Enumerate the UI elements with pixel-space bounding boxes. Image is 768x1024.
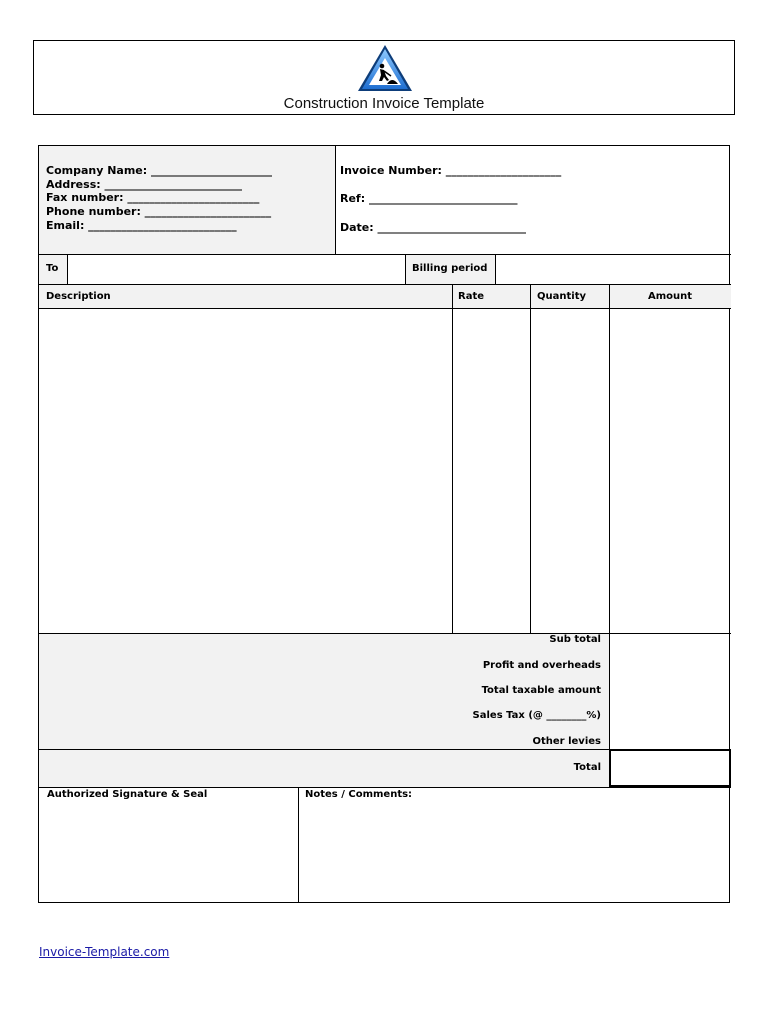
items-rate-column[interactable] [453, 309, 530, 633]
column-header-amount: Amount [648, 291, 693, 302]
column-header-rate: Rate [458, 291, 485, 302]
address-field[interactable]: Address: _________________________ [46, 178, 242, 191]
to-field[interactable] [68, 255, 405, 284]
notes-field[interactable] [299, 802, 731, 902]
email-field[interactable]: Email: ___________________________ [46, 219, 237, 232]
column-header-description: Description [46, 291, 111, 302]
sales-tax-label: Sales Tax (@ ________%) [472, 710, 601, 721]
notes-label: Notes / Comments: [305, 789, 413, 800]
items-description-column[interactable] [39, 309, 452, 633]
total-taxable-label: Total taxable amount [481, 685, 601, 696]
items-quantity-column[interactable] [531, 309, 609, 633]
invoice-number-field[interactable]: Invoice Number: _____________________ [340, 164, 562, 177]
to-label: To [46, 263, 59, 274]
items-amount-column[interactable] [610, 309, 731, 633]
document-title: Construction Invoice Template [283, 95, 485, 112]
other-levies-label: Other levies [532, 736, 601, 747]
date-field[interactable]: Date: ___________________________ [340, 221, 527, 234]
signature-label: Authorized Signature & Seal [47, 789, 208, 800]
fax-number-field[interactable]: Fax number: ________________________ [46, 191, 260, 204]
signature-field[interactable] [39, 802, 298, 902]
summary-amounts-column[interactable] [610, 634, 731, 749]
total-label: Total [573, 762, 601, 773]
phone-number-field[interactable]: Phone number: _______________________ [46, 205, 272, 218]
ref-field[interactable]: Ref: ___________________________ [340, 192, 518, 205]
invoice-form [38, 145, 730, 903]
company-name-field[interactable]: Company Name: ______________________ [46, 164, 272, 177]
subtotal-label: Sub total [549, 634, 601, 645]
billing-period-field[interactable] [496, 255, 731, 284]
construction-worker-sign-icon [356, 43, 414, 93]
column-header-quantity: Quantity [537, 291, 586, 302]
profit-overheads-label: Profit and overheads [482, 660, 601, 671]
header-box [33, 40, 735, 115]
invoice-template-link[interactable]: Invoice-Template.com [39, 945, 170, 959]
total-amount-field[interactable] [609, 749, 731, 787]
items-table-header [39, 285, 731, 308]
billing-period-label: Billing period [412, 263, 488, 274]
